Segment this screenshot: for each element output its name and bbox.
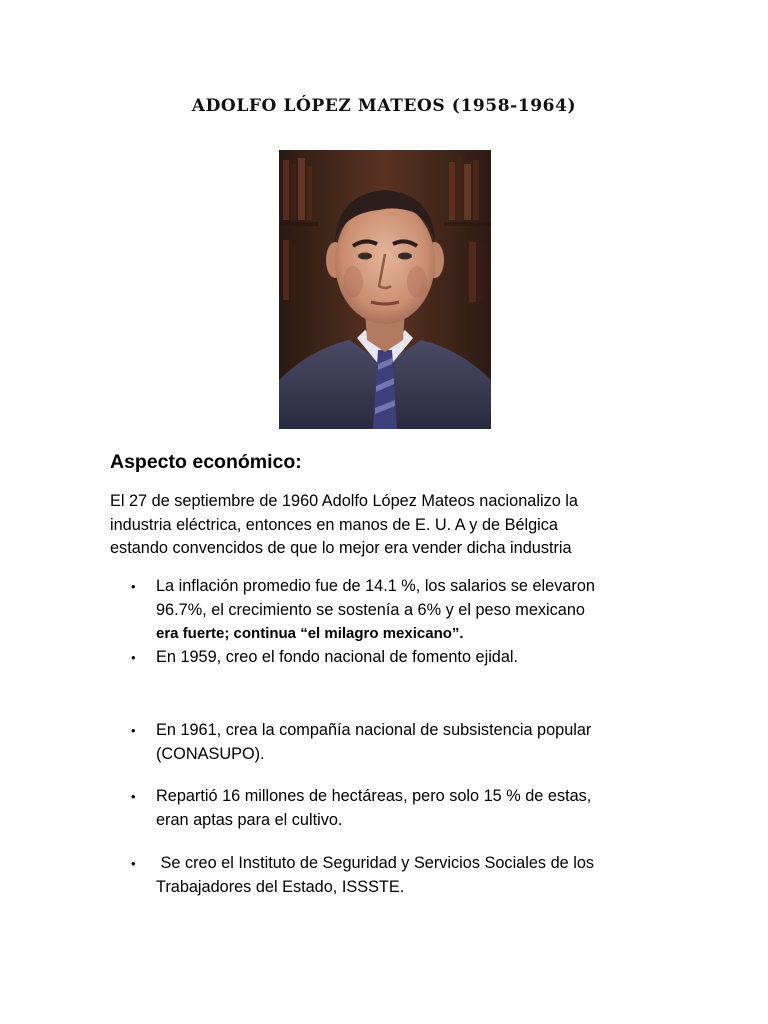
portrait-illustration [279, 150, 491, 429]
list-item-line: En 1959, creo el fondo nacional de fomento ejidal. [156, 647, 519, 666]
list-item-line: (CONASUPO). [156, 744, 265, 763]
bullet-marker: • [131, 649, 136, 665]
list-item-line: Se creo el Instituto de Seguridad y Servicios Sociales de los [156, 854, 595, 872]
bullet-list [110, 575, 670, 899]
intro-line: estando convencidos de que lo mejor era vender dicha industria [110, 539, 572, 557]
section-heading: Aspecto económico: [110, 451, 302, 473]
list-item [110, 852, 670, 899]
list-item [110, 575, 670, 646]
bullet-marker: • [131, 579, 136, 594]
list-item-line: La inflación promedio fue de 14.1 %, los salarios se elevaron [156, 577, 595, 595]
list-item-line: 96.7%, el crecimiento se sostenía a 6% y el peso mexicano [156, 600, 585, 619]
list-item-line: eran aptas para el cultivo. [156, 810, 343, 829]
document-title: ADOLFO LÓPEZ MATEOS (1958-1964) [191, 96, 577, 116]
bullet-marker: • [131, 789, 136, 804]
list-item [110, 646, 670, 670]
list-item-bold-line: era fuerte; continua “el milagro mexicano”. [156, 625, 464, 642]
list-item-line: Repartió 16 millones de hectáreas, pero solo 15 % de estas, [156, 787, 592, 805]
portrait-photo [279, 150, 491, 429]
intro-line: industria eléctrica, entonces en manos de E. U. A y de Bélgica [110, 515, 558, 534]
bullet-marker: • [131, 723, 136, 738]
list-item-line: Trabajadores del Estado, ISSSTE. [156, 877, 405, 896]
intro-line: El 27 de septiembre de 1960 Adolfo López Mateos nacionalizo la [110, 492, 578, 510]
list-item [110, 785, 670, 832]
list-item-line: En 1961, crea la compañía nacional de subsistencia popular [156, 721, 592, 739]
list-item [110, 719, 670, 766]
intro-paragraph [110, 490, 670, 561]
bullet-marker: • [131, 856, 136, 871]
